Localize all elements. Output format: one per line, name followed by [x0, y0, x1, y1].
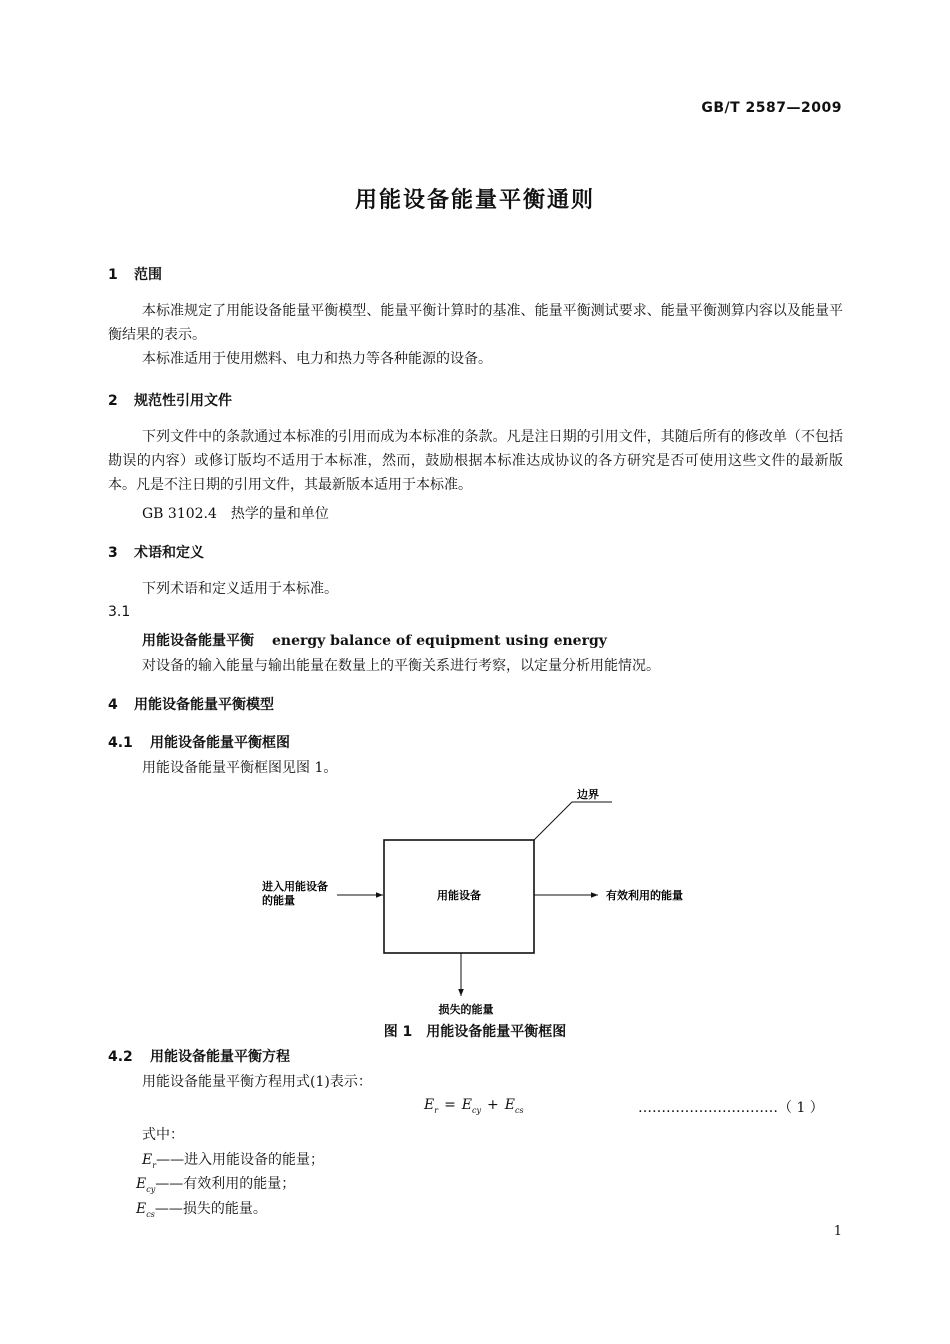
where-var: $E_{cy}$ [136, 1176, 156, 1194]
section-number: 2 [108, 393, 118, 409]
normative-reference: GB 3102.4 热学的量和单位 [142, 506, 329, 522]
energy-balance-diagram [0, 780, 950, 1020]
input-label-line-1: 进入用能设备 [262, 880, 328, 893]
where-desc: ——损失的能量。 [154, 1201, 267, 1217]
term-definition: 对设备的输入能量与输出能量在数量上的平衡关系进行考察，以定量分析用能情况。 [142, 658, 660, 674]
document-title: 用能设备能量平衡通则 [354, 188, 595, 213]
figure-caption: 图 1 用能设备能量平衡框图 [383, 1024, 567, 1040]
section-3-paragraph-1: 下列术语和定义适用于本标准。 [142, 581, 338, 597]
section-3-heading [108, 542, 204, 562]
section-4-heading [108, 694, 274, 714]
boundary-leader [534, 802, 572, 840]
section-2-paragraph-1: 下列文件中的条款通过本标准的引用而成为本标准的条款。凡是注日期的引用文件，其随后所有的修改单（不包括勘误的内容）或修订版均不适用于本标准，然而，鼓励根据本标准达成协议的各方研究是否可使用这些文件的最新版本。凡是不注日期的引用文件，其最新版本适用于本标准。 [108, 429, 843, 493]
term2-sub: cs [515, 1105, 524, 1115]
section-number: 3 [108, 545, 118, 561]
section-number: 4 [108, 697, 118, 713]
section-title: 术语和定义 [134, 545, 204, 561]
subsection-4-2-text: 用能设备能量平衡方程用式(1)表示： [142, 1074, 372, 1090]
where-item [142, 1149, 324, 1170]
where-desc: ——有效利用的能量； [155, 1176, 296, 1192]
subsection-4-1-text: 用能设备能量平衡框图见图 1。 [142, 760, 338, 776]
term2-var: E [504, 1097, 515, 1113]
term1-sub: cy [472, 1105, 482, 1115]
where-item [136, 1173, 295, 1194]
where-intro: 式中： [142, 1127, 184, 1143]
subsection-title: 用能设备能量平衡框图 [150, 735, 290, 751]
page-number: 1 [833, 1224, 842, 1239]
section-number: 1 [108, 267, 118, 283]
boundary-label: 边界 [577, 788, 599, 801]
where-var: $E_{cs}$ [136, 1201, 155, 1219]
lhs-var: E [424, 1097, 435, 1113]
subsection-4-1-heading [108, 732, 290, 752]
subsection-number: 4.2 [108, 1049, 133, 1065]
equipment-label: 用能设备 [437, 889, 481, 902]
where-var: $E_r$ [142, 1152, 157, 1170]
output-label: 有效利用的能量 [606, 889, 683, 902]
standard-number: GB/T 2587—2009 [701, 100, 842, 116]
section-title: 规范性引用文件 [134, 393, 232, 409]
term1-var: E [461, 1097, 473, 1113]
section-title: 用能设备能量平衡模型 [134, 697, 274, 713]
lhs-sub: r [434, 1105, 439, 1115]
balance-equation [424, 1097, 524, 1115]
term-chinese: 用能设备能量平衡 [142, 633, 254, 649]
subsection-title: 用能设备能量平衡方程 [150, 1049, 290, 1065]
where-item [136, 1198, 267, 1219]
section-1-paragraph-2: 本标准适用于使用燃料、电力和热力等各种能源的设备。 [142, 351, 492, 367]
subsection-4-2-heading [108, 1046, 290, 1066]
equation-number: …………………………（ 1 ） [638, 1100, 824, 1116]
equals-sign: = [444, 1097, 456, 1113]
term-english: energy balance of equipment using energy [272, 633, 607, 649]
term-entry [142, 630, 607, 650]
plus-sign: + [487, 1097, 499, 1113]
section-1-heading [108, 264, 162, 284]
section-title: 范围 [134, 267, 162, 283]
section-2-heading [108, 390, 232, 410]
loss-label: 损失的能量 [438, 1003, 494, 1016]
subsection-3-1-number: 3.1 [108, 604, 131, 620]
where-desc: ——进入用能设备的能量； [156, 1152, 325, 1168]
input-label-line-2: 的能量 [262, 894, 295, 907]
section-1-paragraph-1: 本标准规定了用能设备能量平衡模型、能量平衡计算时的基准、能量平衡测试要求、能量平衡测算内容以及能量平衡结果的表示。 [108, 303, 843, 343]
subsection-number: 4.1 [108, 735, 133, 751]
